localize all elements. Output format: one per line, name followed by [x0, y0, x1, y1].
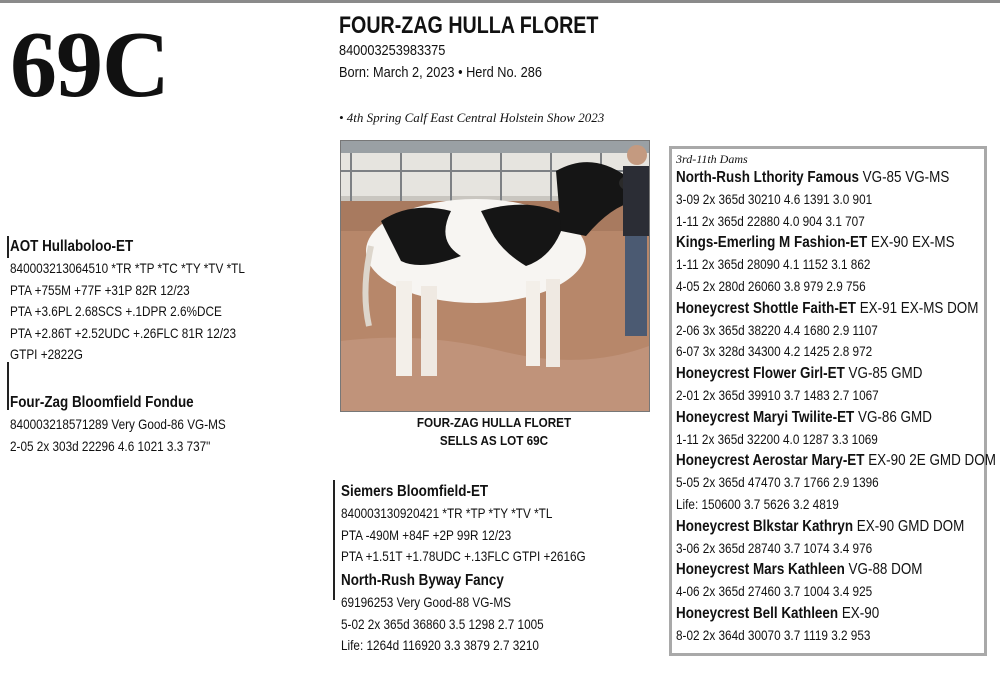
sire-name: AOT Hullaboloo-ET	[10, 238, 134, 255]
dam-entry-name	[676, 450, 996, 472]
dam-entry-record: 2-06 3x 365d 38220 4.4 1680 2.9 1107	[676, 321, 878, 338]
dam-entry-title: Honeycrest Mars Kathleen	[676, 561, 845, 579]
dam-name: Four-Zag Bloomfield Fondue	[10, 394, 194, 411]
dam-entry-classification: EX-90	[838, 604, 880, 622]
dam-entry-classification: EX-90 2E GMD DOM	[864, 452, 996, 470]
dam-line: 2-05 2x 303d 22296 4.6 1021 3.3 737"	[10, 437, 211, 454]
sire-line: PTA +755M +77F +31P 82R 12/23	[10, 281, 190, 298]
sire-line: 840003213064510 *TR *TP *TC *TY *TV *TL	[10, 260, 245, 276]
dam-entry-name	[676, 407, 935, 429]
dams-box-title: 3rd-11th Dams	[676, 152, 748, 166]
dam-entry-record: 1-11 2x 365d 32200 4.0 1287 3.3 1069	[676, 430, 878, 447]
dam-entry-record: Life: 150600 3.7 5626 3.2 4819	[676, 495, 839, 512]
mgs-line: 840003130920421 *TR *TP *TY *TV *TL	[341, 505, 553, 521]
dam-entry-record: 4-06 2x 365d 27460 3.7 1004 3.4 925	[676, 583, 873, 600]
top-rule	[0, 0, 1000, 3]
sire-line: GTPI +2822G	[10, 346, 83, 362]
registration-number: 840003253983375	[339, 42, 446, 59]
sire-line: PTA +3.6PL 2.68SCS +.1DPR 2.6%DCE	[10, 303, 222, 319]
cow-photo	[340, 140, 650, 412]
dam-entry-title: Honeycrest Blkstar Kathryn	[676, 517, 854, 535]
dam-entry-record: 1-11 2x 365d 28090 4.1 1152 3.1 862	[676, 256, 871, 273]
dam-entry-title: Honeycrest Aerostar Mary-ET	[676, 452, 865, 470]
show-award: • 4th Spring Calf East Central Holstein Show 2023	[339, 110, 605, 125]
animal-header	[339, 12, 759, 84]
dam-entry-classification: EX-90 GMD DOM	[853, 517, 965, 535]
dam-entry-record: 5-05 2x 365d 47470 3.7 1766 2.9 1396	[676, 474, 879, 491]
sire-bracket	[7, 236, 9, 258]
dams-box	[669, 146, 996, 656]
photo-caption	[340, 414, 648, 450]
mgs-bracket	[333, 480, 335, 600]
dam-entry-name	[676, 298, 979, 320]
dam-entry-record: 2-01 2x 365d 39910 3.7 1483 2.7 1067	[676, 386, 879, 403]
dam-entry-name	[676, 603, 935, 625]
dam-entry-record: 3-06 2x 365d 28740 3.7 1074 3.4 976	[676, 539, 873, 556]
grand-dam-line: Life: 1264d 116920 3.3 3879 2.7 3210	[341, 637, 539, 653]
mgs-name: Siemers Bloomfield-ET	[341, 483, 489, 500]
sire-block	[10, 236, 290, 366]
dam-entry-name	[676, 167, 950, 189]
dam-entry-name	[676, 232, 955, 254]
dam-entry-classification: EX-91 EX-MS DOM	[855, 299, 979, 317]
grand-dam-line: 5-02 2x 365d 36860 3.5 1298 2.7 1005	[341, 615, 544, 632]
dam-entry-name	[676, 516, 965, 538]
dam-entry-record: 6-07 3x 328d 34300 4.2 1425 2.8 972	[676, 343, 873, 360]
dam-entry-title: North-Rush Lthority Famous	[676, 169, 859, 186]
dam-entry-title: Honeycrest Maryi Twilite-ET	[676, 408, 855, 426]
sire-line: PTA +2.86T +2.52UDC +.26FLC 81R 12/23	[10, 324, 237, 341]
dam-entry-title: Honeycrest Shottle Faith-ET	[676, 299, 856, 317]
dam-entry-record: 3-09 2x 365d 30210 4.6 1391 3.0 901	[676, 190, 873, 207]
dam-entry-name	[676, 559, 935, 581]
dam-block	[10, 392, 267, 457]
dam-line: 840003218571289 Very Good-86 VG-MS	[10, 416, 226, 432]
maternal-grandsire-block	[341, 481, 632, 568]
dam-entry-classification: VG-88 DOM	[844, 561, 923, 579]
cow-illustration	[341, 141, 649, 411]
dam-entry-record: 1-11 2x 365d 22880 4.0 904 3.1 707	[676, 212, 865, 229]
dam-bracket	[7, 362, 9, 410]
dam-entry-title: Honeycrest Bell Kathleen	[676, 604, 839, 622]
mgs-line: PTA +1.51T +1.78UDC +.13FLC GTPI +2616G	[341, 548, 586, 564]
animal-name: FOUR-ZAG HULLA FLORET	[339, 12, 599, 39]
dam-entry-record: 4-05 2x 280d 26060 3.8 979 2.9 756	[676, 277, 866, 294]
grand-dam-line: 69196253 Very Good-88 VG-MS	[341, 594, 511, 610]
grand-dam-block	[341, 570, 582, 657]
dam-entry-title: Kings-Emerling M Fashion-ET	[676, 234, 868, 252]
dam-entry-name	[676, 363, 935, 385]
dam-entry-classification: VG-86 GMD	[854, 408, 932, 426]
dam-entry-classification: VG-85 VG-MS	[858, 169, 950, 186]
dam-entry-title: Honeycrest Flower Girl-ET	[676, 365, 845, 383]
grand-dam-name: North-Rush Byway Fancy	[341, 572, 504, 589]
caption-name: FOUR-ZAG HULLA FLORET	[416, 415, 572, 430]
mgs-line: PTA -490M +84F +2P 99R 12/23	[341, 526, 512, 543]
dam-entry-classification: EX-90 EX-MS	[867, 234, 955, 252]
handler-figure	[623, 145, 649, 336]
dam-entry-record: 8-02 2x 364d 30070 3.7 1119 3.2 953	[676, 626, 871, 643]
birth-info: Born: March 2, 2023 • Herd No. 286	[339, 64, 542, 81]
caption-lot: SELLS AS LOT 69C	[439, 433, 549, 448]
dams-list	[672, 167, 996, 647]
dam-entry-classification: VG-85 GMD	[844, 365, 923, 383]
lot-number: 69C	[10, 13, 169, 117]
